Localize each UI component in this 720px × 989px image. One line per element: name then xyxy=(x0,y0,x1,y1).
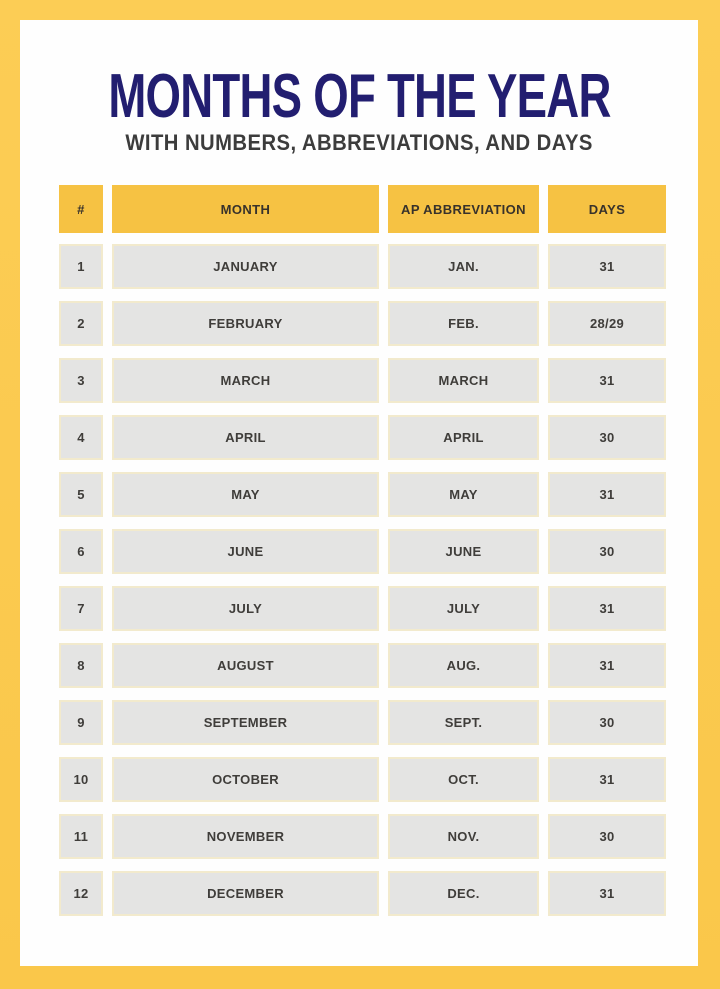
month-cell: MAY xyxy=(112,472,379,517)
table-header-row xyxy=(59,185,666,233)
number-cell: 9 xyxy=(59,700,103,745)
header-cell-number: # xyxy=(59,185,103,233)
table-row xyxy=(59,529,666,574)
header-cell-abbreviation: AP ABBREVIATION xyxy=(388,185,539,233)
days-cell: 31 xyxy=(548,643,666,688)
number-cell: 5 xyxy=(59,472,103,517)
page-subtitle-text: WITH NUMBERS, ABBREVIATIONS, AND DAYS xyxy=(125,130,593,155)
days-cell: 30 xyxy=(548,415,666,460)
table-row xyxy=(59,301,666,346)
abbreviation-cell: DEC. xyxy=(388,871,539,916)
month-cell: FEBRUARY xyxy=(112,301,379,346)
days-cell: 30 xyxy=(548,529,666,574)
days-cell: 31 xyxy=(548,244,666,289)
table-row xyxy=(59,415,666,460)
table-row xyxy=(59,700,666,745)
table-row xyxy=(59,244,666,289)
month-cell: JULY xyxy=(112,586,379,631)
abbreviation-cell: JUNE xyxy=(388,529,539,574)
abbreviation-cell: NOV. xyxy=(388,814,539,859)
days-cell: 31 xyxy=(548,586,666,631)
number-cell: 4 xyxy=(59,415,103,460)
abbreviation-cell: SEPT. xyxy=(388,700,539,745)
month-cell: MARCH xyxy=(112,358,379,403)
month-cell: AUGUST xyxy=(112,643,379,688)
number-cell: 8 xyxy=(59,643,103,688)
number-cell: 7 xyxy=(59,586,103,631)
abbreviation-cell: JULY xyxy=(388,586,539,631)
days-cell: 28/29 xyxy=(548,301,666,346)
number-cell: 6 xyxy=(59,529,103,574)
abbreviation-cell: JAN. xyxy=(388,244,539,289)
month-cell: JUNE xyxy=(112,529,379,574)
days-cell: 30 xyxy=(548,814,666,859)
month-cell: OCTOBER xyxy=(112,757,379,802)
number-cell: 2 xyxy=(59,301,103,346)
number-cell: 12 xyxy=(59,871,103,916)
abbreviation-cell: FEB. xyxy=(388,301,539,346)
table-row xyxy=(59,871,666,916)
page-subtitle xyxy=(20,130,698,155)
abbreviation-cell: MARCH xyxy=(388,358,539,403)
abbreviation-cell: MAY xyxy=(388,472,539,517)
table-row xyxy=(59,643,666,688)
abbreviation-cell: AUG. xyxy=(388,643,539,688)
page-title xyxy=(20,60,698,131)
month-cell: SEPTEMBER xyxy=(112,700,379,745)
number-cell: 10 xyxy=(59,757,103,802)
number-cell: 3 xyxy=(59,358,103,403)
table-row xyxy=(59,358,666,403)
month-cell: NOVEMBER xyxy=(112,814,379,859)
months-table xyxy=(59,185,666,916)
days-cell: 31 xyxy=(548,358,666,403)
days-cell: 30 xyxy=(548,700,666,745)
days-cell: 31 xyxy=(548,871,666,916)
table-row xyxy=(59,472,666,517)
abbreviation-cell: OCT. xyxy=(388,757,539,802)
number-cell: 11 xyxy=(59,814,103,859)
table-row xyxy=(59,586,666,631)
poster-page xyxy=(20,20,698,966)
page-title-text: MONTHS OF THE YEAR xyxy=(107,60,611,131)
days-cell: 31 xyxy=(548,472,666,517)
table-row xyxy=(59,814,666,859)
number-cell: 1 xyxy=(59,244,103,289)
month-cell: DECEMBER xyxy=(112,871,379,916)
abbreviation-cell: APRIL xyxy=(388,415,539,460)
header-cell-month: MONTH xyxy=(112,185,379,233)
header-cell-days: DAYS xyxy=(548,185,666,233)
days-cell: 31 xyxy=(548,757,666,802)
header-block xyxy=(20,60,698,155)
table-row xyxy=(59,757,666,802)
month-cell: JANUARY xyxy=(112,244,379,289)
month-cell: APRIL xyxy=(112,415,379,460)
